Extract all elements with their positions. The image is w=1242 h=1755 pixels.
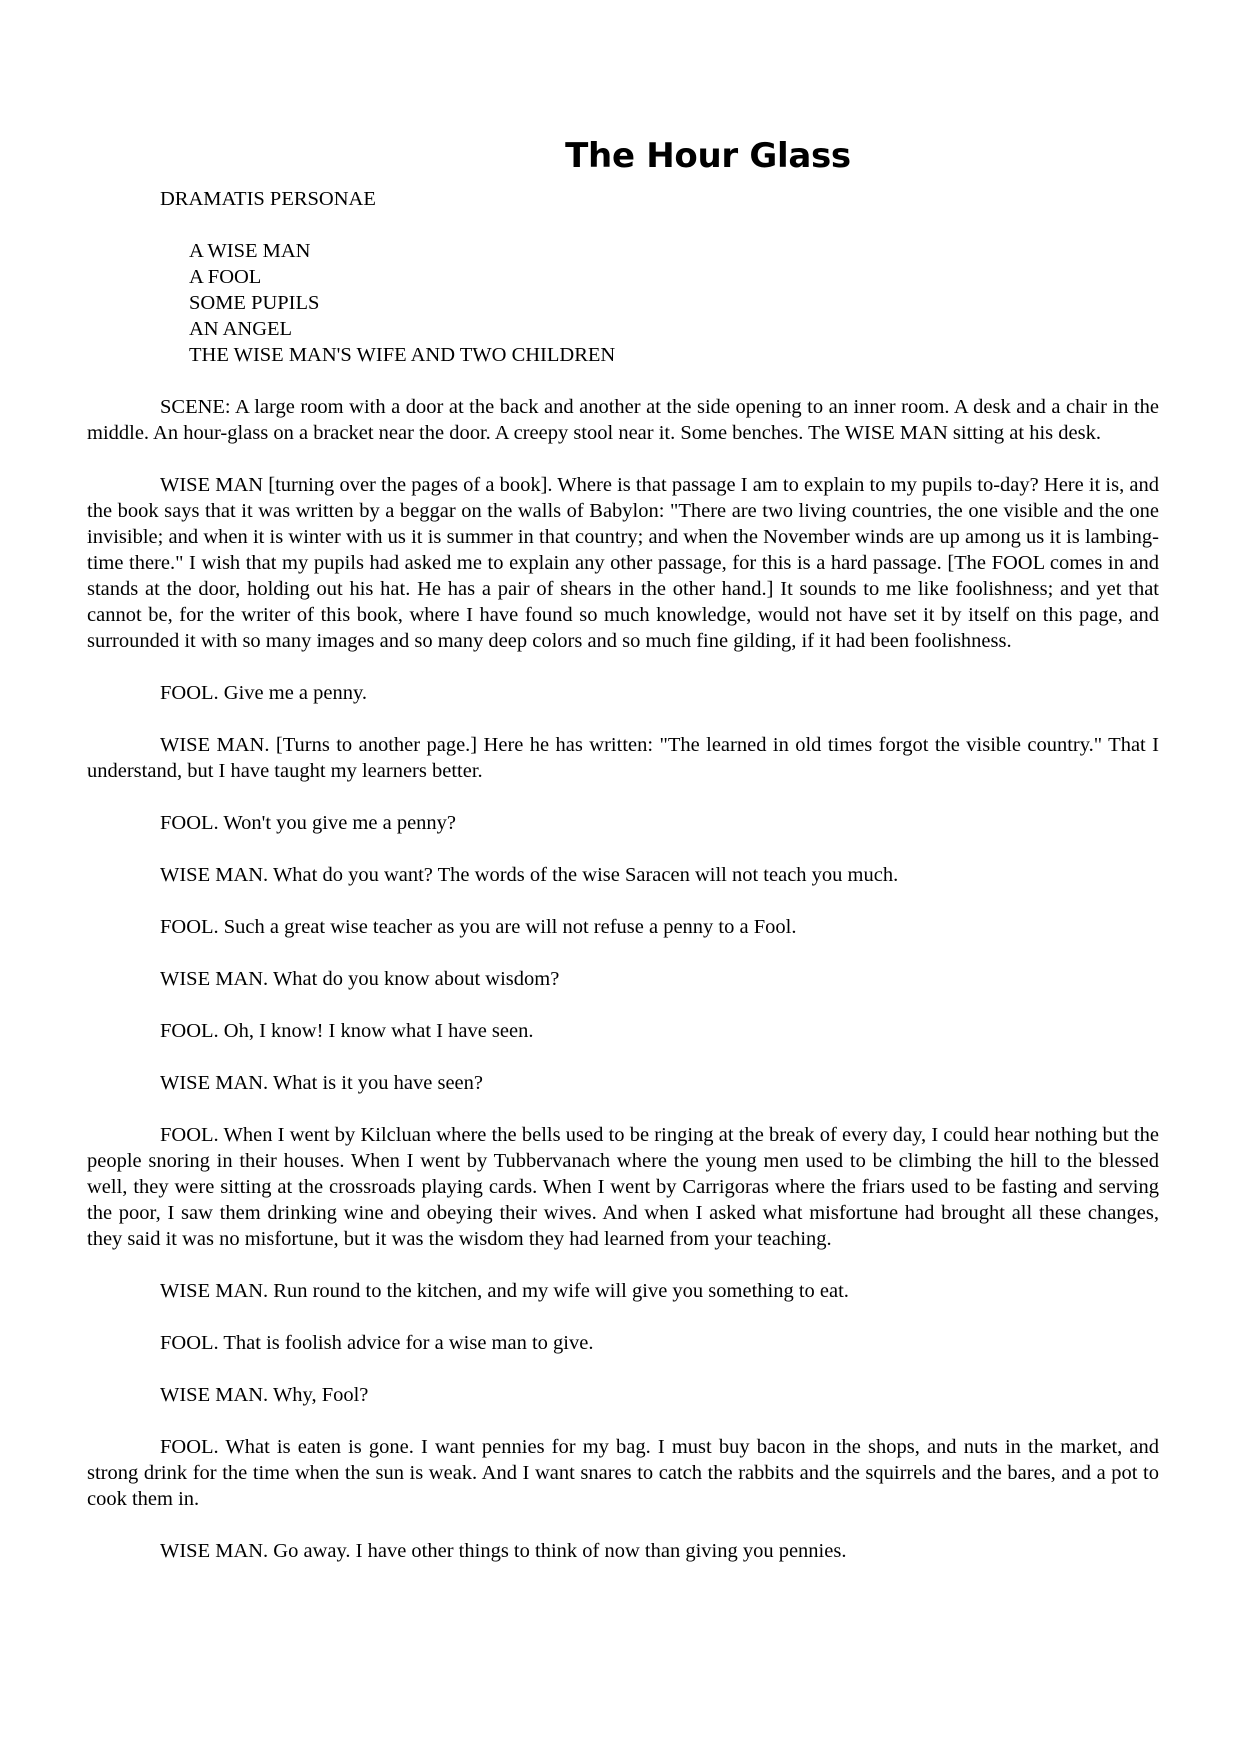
page-title: The Hour Glass [565,136,851,176]
character-list [87,238,1159,368]
dialogue-paragraph: WISE MAN. Go away. I have other things to think of now than giving you pennies. [160,1540,847,1562]
dialogue-paragraph: FOOL. When I went by Kilcluan where the bells used to be ringing at the break of every day, I could hear nothing but the people snoring in their houses. When I went by Tubbervanach where the young men used to be climbing the hill to the blessed well, they were sitting at the crossroads playing cards. When I went by Carrigoras where the friars used to be fasting and serving the poor, I saw them drinking wine and obeying their wives. And when I asked what misfortune had brought all these changes, they said it was no misfortune, but it was the wisdom they had learned from your teaching. [87,1124,1159,1250]
dialogue-paragraph: FOOL. That is foolish advice for a wise man to give. [160,1332,594,1354]
dialogue-paragraph: WISE MAN. Why, Fool? [160,1384,369,1406]
list-item: A WISE MAN [189,240,311,262]
dialogue-paragraph: FOOL. Won't you give me a penny? [160,812,457,834]
dialogue-paragraph: FOOL. Such a great wise teacher as you are will not refuse a penny to a Fool. [160,916,797,938]
dialogue-paragraph: FOOL. What is eaten is gone. I want pennies for my bag. I must buy bacon in the shops, and nuts in the market, and strong drink for the time when the sun is weak. And I want snares to catch the rabbits and the squirrels and the bares, and a pot to cook them in. [87,1436,1159,1510]
dialogue-paragraph: WISE MAN [turning over the pages of a book]. Where is that passage I am to explain to my pupils to-day? Here it is, and the book says that it was written by a beggar on the walls of Babylon: "There are two living countries, the one visible and the one invisible; and when it is winter with us it is summer in that country; and when the November winds are up among us it is lambing-time there." I wish that my pupils had asked me to explain any other passage, for this is a hard passage. [The FOOL comes in and stands at the door, holding out his hat. He has a pair of shears in the other hand.] It sounds to me like foolishness; and yet that cannot be, for the writer of this book, where I have found so much knowledge, would not have set it by itself on this page, and surrounded it with so many images and so many deep colors and so much fine gilding, if it had been foolishness. [87,474,1159,652]
dialogue-paragraph: WISE MAN. What do you want? The words of the wise Saracen will not teach you much. [160,864,899,886]
dialogue-paragraph: WISE MAN. What is it you have seen? [160,1072,483,1094]
dialogue-paragraph: WISE MAN. Run round to the kitchen, and my wife will give you something to eat. [160,1280,849,1302]
scene-description: SCENE: A large room with a door at the back and another at the side opening to an inner room. A desk and a chair in the middle. An hour-glass on a bracket near the door. A creepy stool near it. Some benches. The WISE MAN sitting at his desk. [87,396,1159,444]
dialogue-paragraph: WISE MAN. [Turns to another page.] Here he has written: "The learned in old times forgot the visible country." That I understand, but I have taught my learners better. [87,734,1159,782]
list-item: AN ANGEL [189,318,293,340]
dramatis-personae-heading: DRAMATIS PERSONAE [160,188,376,210]
dialogue-paragraph: FOOL. Oh, I know! I know what I have seen. [160,1020,534,1042]
document-body [87,134,1159,1564]
dialogue-paragraph: WISE MAN. What do you know about wisdom? [160,968,560,990]
dialogue-paragraph: FOOL. Give me a penny. [160,682,368,704]
list-item: SOME PUPILS [189,292,320,314]
list-item: A FOOL [189,266,262,288]
list-item: THE WISE MAN'S WIFE AND TWO CHILDREN [189,344,616,366]
